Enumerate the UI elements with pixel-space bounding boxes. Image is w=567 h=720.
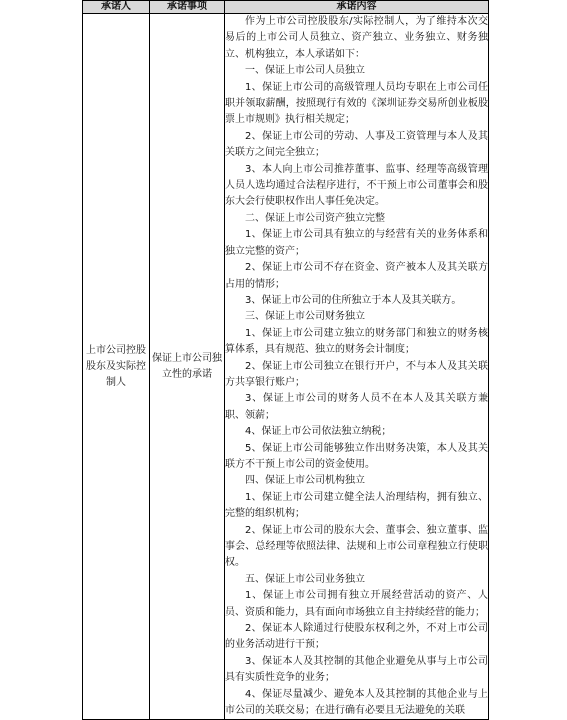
content-paragraph: 4、保证尽量减少、避免本人及其控制的其他企业与上市公司的关联交易；在进行确有必要且无法避免的关联 [225, 688, 488, 717]
content-paragraph: 1、保证上市公司具有独立的与经营有关的业务体系和独立完整的资产； [225, 229, 488, 257]
matter-cell: 保证上市公司独立性的承诺 [150, 14, 225, 720]
content-paragraph: 3、本人向上市公司推荐董事、监事、经理等高级管理人员人选均通过合法程序进行，不干预上市公司董事会和股东大会行使职权作出人事任免决定。 [225, 163, 488, 208]
content-paragraph: 1、保证上市公司建立独立的财务部门和独立的财务核算体系，具有规范、独立的财务会计制度； [225, 327, 488, 356]
commitment-table [82, 0, 489, 720]
commitment-document [82, 0, 488, 717]
content-paragraph: 一、保证上市公司人员独立 [245, 65, 365, 77]
content-cell [225, 14, 489, 720]
table-row [83, 14, 489, 720]
content-paragraph: 2、保证上市公司的股东大会、董事会、独立董事、监事会、总经理等依照法律、法规和上市公司章程独立行使职权。 [225, 524, 488, 569]
header-matter: 承诺事项 [150, 1, 225, 14]
content-paragraph: 2、保证上市公司独立在银行开户，不与本人及其关联方共享银行账户； [225, 360, 488, 388]
content-paragraph: 作为上市公司控股股东/实际控制人，为了维持本次交易后的上市公司人员独立、资产独立、业务独立、财务独立、机构独立，本人承诺如下： [225, 16, 488, 60]
content-paragraph: 2、保证上市公司的劳动、人事及工资管理与本人及其关联方之间完全独立； [225, 130, 488, 159]
content-paragraph: 3、保证上市公司的财务人员不在本人及其关联方兼职、领薪； [225, 393, 488, 421]
content-paragraph: 五、保证上市公司业务独立 [245, 573, 365, 585]
content-paragraph: 4、保证上市公司依法独立纳税； [245, 426, 392, 438]
content-paragraph: 1、保证上市公司的高级管理人员均专职在上市公司任职并领取薪酬，按照现行有效的《深圳证券交易所创业板股票上市规则》执行相关规定； [225, 81, 488, 126]
content-paragraph: 5、保证上市公司能够独立作出财务决策，本人及其关联方不干预上市公司的资金使用。 [225, 442, 488, 470]
promisor-cell: 上市公司控股股东及实际控制人 [83, 14, 150, 720]
content-paragraph: 三、保证上市公司财务独立 [245, 311, 365, 323]
content-paragraph: 四、保证上市公司机构独立 [245, 475, 365, 487]
header-promisor: 承诺人 [83, 1, 150, 14]
content-paragraph: 3、保证上市公司的住所独立于本人及其关联方。 [245, 294, 462, 306]
content-paragraph: 2、保证本人除通过行使股东权利之外，不对上市公司的业务活动进行干预； [225, 623, 488, 651]
content-paragraph: 2、保证上市公司不存在资金、资产被本人及其关联方占用的情形； [225, 262, 488, 290]
table-header-row [83, 1, 489, 14]
header-content: 承诺内容 [225, 1, 489, 14]
content-paragraph: 1、保证上市公司拥有独立开展经营活动的资产、人员、资质和能力，具有面向市场独立自主持续经营的能力； [225, 590, 488, 618]
content-paragraph: 1、保证上市公司建立健全法人治理结构，拥有独立、完整的组织机构； [225, 491, 488, 520]
content-paragraph: 3、保证本人及其控制的其他企业避免从事与上市公司具有实质性竞争的业务； [225, 655, 488, 684]
content-paragraph: 二、保证上市公司资产独立完整 [245, 212, 385, 224]
